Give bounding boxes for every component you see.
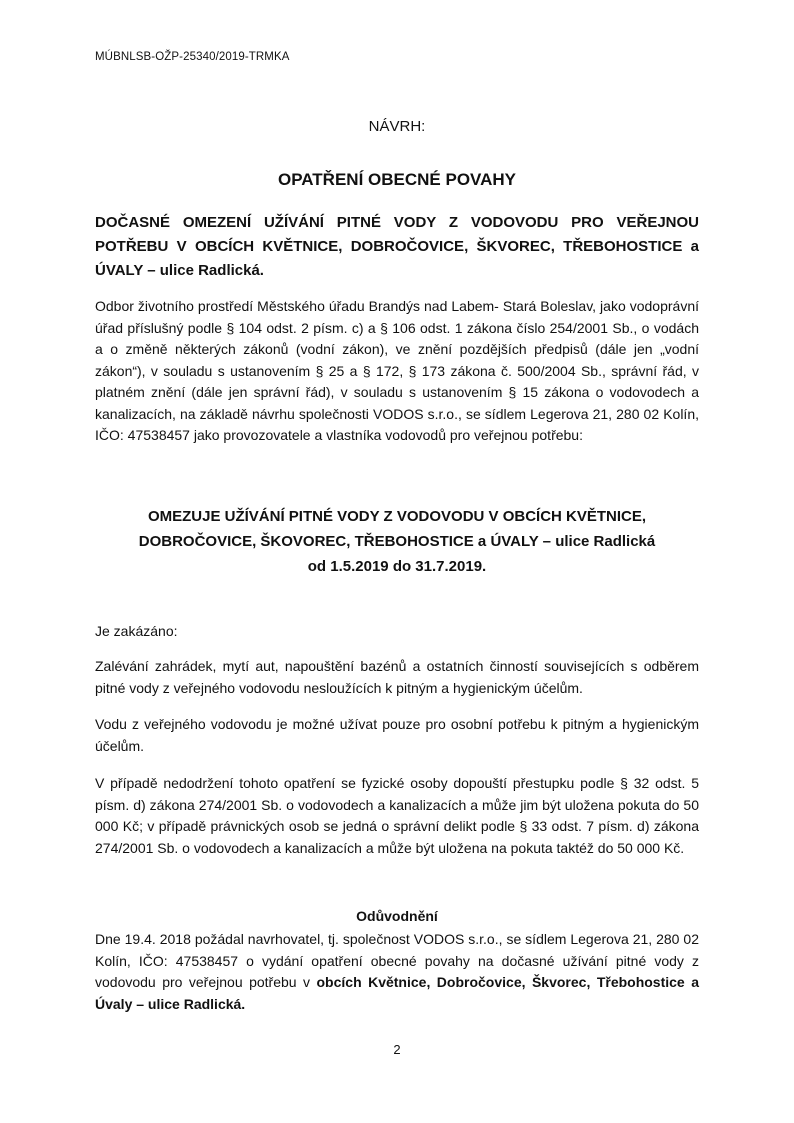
penalty-paragraph: V případě nedodržení tohoto opatření se fyzické osoby dopouští přestupku podle § 32 odst. 5 písm. d) zákona 274/2001 Sb. o vodovodech a kanalizacích a může jim být uložena pokuta do 50 000 Kč; v případě právnických osob se jedná o správní delikt podle § 33 odst. 7 písm. d) zákona 274/2001 Sb. o vodovodech a kanalizacích a může být uložena na pokuta taktéž do 50 000 Kč.	[95, 775, 699, 856]
document-reference: MÚBNLSB-OŽP-25340/2019-TRMKA	[95, 51, 290, 63]
restriction-statement	[95, 504, 699, 579]
justification-municipalities: obcích Květnice, Dobročovice, Škvorec, Třebohostice a Úvaly – ulice Radlická.	[95, 974, 699, 1012]
restriction-period: od 1.5.2019 do 31.7.2019.	[307, 558, 487, 575]
page-number: 2	[393, 1042, 401, 1057]
prohibited-paragraph: Zalévání zahrádek, mytí aut, napouštění bazénů a ostatních činností souvisejících s odběrem pitné vody z veřejného vodovodu nesloužících k pitným a hygienickým účelům.	[95, 658, 699, 696]
document-subject: DOČASNÉ OMEZENÍ UŽÍVÁNÍ PITNÉ VODY Z VODOVODU PRO VEŘEJNOU POTŘEBU V OBCÍCH KVĚTNICE, DOBROČOVICE, ŠKVOREC, TŘEBOHOSTICE a ÚVALY – ulice Radlická.	[95, 214, 699, 279]
intro-paragraph: Odbor životního prostředí Městského úřadu Brandýs nad Labem- Stará Boleslav, jako vodoprávní úřad příslušný podle § 104 odst. 2 písm. c) a § 106 odst. 1 zákona číslo 254/2001 Sb., o vodách a o změně některých zákonů (vodní zákon), ve znění pozdějších předpisů (dále jen „vodní zákon“), v souladu s ustanovením § 25 a § 172, § 173 zákona č. 500/2004 Sb., správní řád, v platném znění (dále jen správní řád), v souladu s ustanovením § 15 zákona o vodovodech a kanalizacích, na základě návrhu společnosti VODOS s.r.o., se sídlem Legerova 21, 280 02 Kolín, IČO: 47538457 jako provozovatele a vlastníka vodovodů pro veřejnou potřebu:	[95, 298, 699, 443]
document-title: OPATŘENÍ OBECNÉ POVAHY	[277, 170, 517, 189]
justification-text: Dne 19.4. 2018 požádal navrhovatel, tj. společnost VODOS s.r.o., se sídlem Legerova 21, 280 02 Kolín, IČO: 47538457 o vydání opatření obecné povahy na dočasné užívání pitné vody z vodovodu pro veřejnou potřebu v	[95, 931, 699, 990]
restriction-line-2: DOBROČOVICE, ŠKOVOREC, TŘEBOHOSTICE a ÚVALY – ulice Radlická	[138, 533, 656, 550]
justification-paragraph	[95, 929, 699, 1015]
prohibited-label: Je zakázáno:	[95, 623, 178, 639]
allowed-use-paragraph: Vodu z veřejného vodovodu je možné užívat pouze pro osobní potřebu k pitným a hygienickým účelům.	[95, 716, 699, 754]
restriction-line-1: OMEZUJE UŽÍVÁNÍ PITNÉ VODY Z VODOVODU V OBCÍCH KVĚTNICE,	[147, 508, 647, 525]
justification-heading: Odůvodnění	[356, 908, 438, 924]
draft-label: NÁVRH:	[368, 118, 426, 135]
